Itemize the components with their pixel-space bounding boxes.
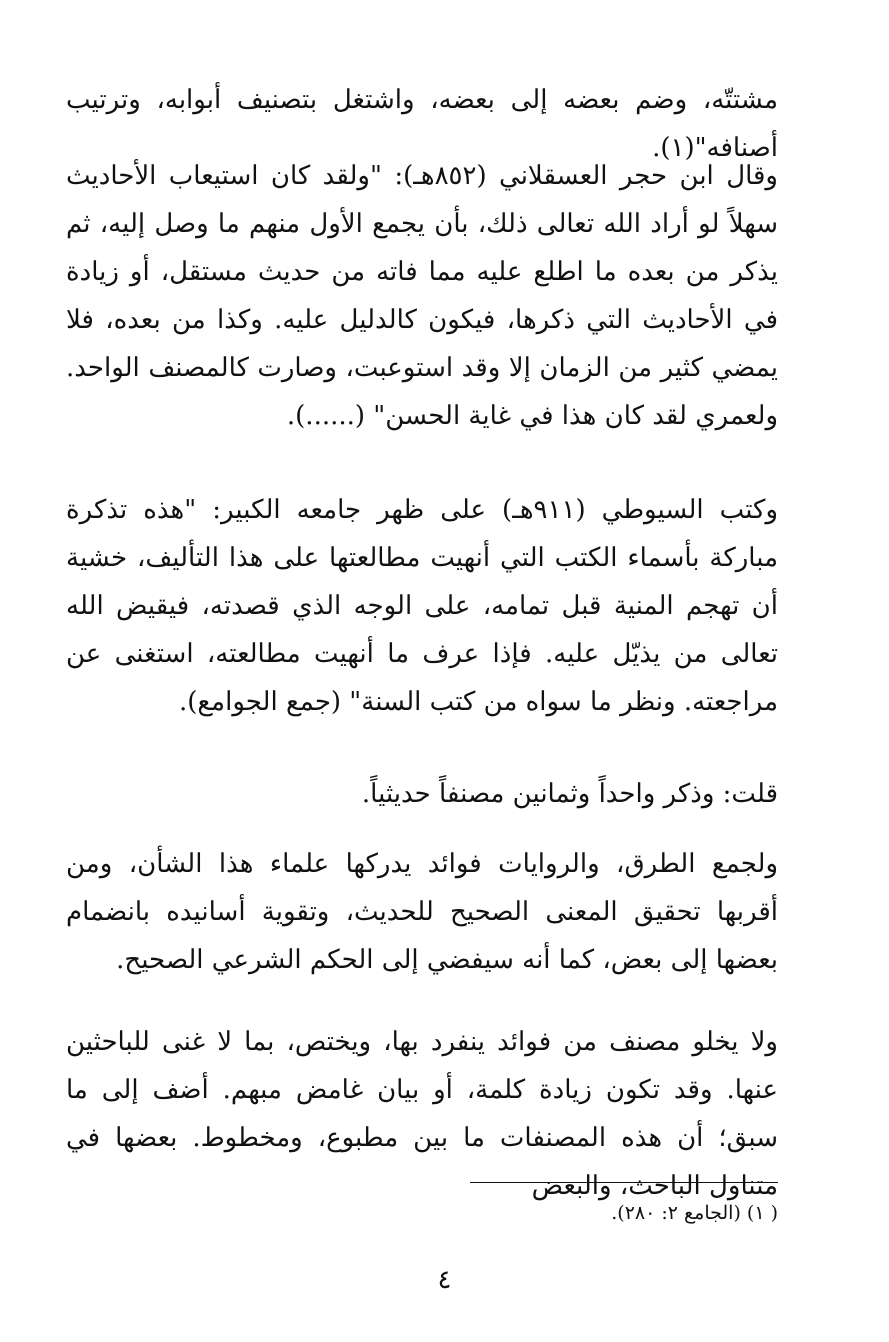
paragraph-note: قلت: وذكر واحداً وثمانين مصنفاً حديثياً. <box>361 779 778 809</box>
paragraph-benefits: ولا يخلو مصنف من فوائد ينفرد بها، ويختص، بما لا غنى للباحثين عنها. وقد تكون زيادة كلمة، أو بيان غامض مبهم. أضف إلى ما سبق؛ أن هذه المصنفات ما بين مطبوع، ومخطوط. بعضها في متناول الباحث، والبعض <box>66 1027 778 1201</box>
paragraph-ibn-hajar-quote: وقال ابن حجر العسقلاني (٨٥٢هـ): "ولقد كان استيعاب الأحاديث سهلاً لو أراد الله تعالى ذلك، بأن يجمع الأول منهم ما وصل إليه، ثم يذكر من بعده ما اطلع عليه مما فاته من حديث مستقل، أو زيادة في الأحاديث التي ذكرها، فيكون كالدليل عليه. وكذا من بعده، فلا يمضي كثير من الزمان إلا وقد استوعبت، وصارت كالمصنف الواحد. ولعمري لقد كان هذا في غاية الحسن" (......). <box>66 161 778 431</box>
page-number: ٤ <box>437 1265 452 1295</box>
paragraph-1: مشتتّه، وضم بعضه إلى بعضه، واشتغل بتصنيف أبوابه، وترتيب أصنافه"(١). <box>66 85 778 163</box>
paragraph-collecting-routes: ولجمع الطرق، والروايات فوائد يدركها علماء هذا الشأن، ومن أقربها تحقيق المعنى الصحيح للحديث، وتقوية أسانيده بانضمام بعضها إلى بعض، كما أنه سيفضي إلى الحكم الشرعي الصحيح. <box>66 849 778 975</box>
footnote-divider <box>470 1182 778 1183</box>
paragraph-suyuti-quote: وكتب السيوطي (٩١١هـ) على ظهر جامعه الكبير: "هذه تذكرة مباركة بأسماء الكتب التي أنهيت مطالعتها على هذا التأليف، خشية أن تهجم المنية قبل تمامه، على الوجه الذي قصدته، فيقيض الله تعالى من يذيّل عليه. فإذا عرف ما أنهيت مطالعته، استغنى عن مراجعته. ونظر ما سواه من كتب السنة" (جمع الجوامع). <box>66 495 778 717</box>
footnote: ( ١) (الجامع ٢: ٢٨٠). <box>611 1202 778 1224</box>
